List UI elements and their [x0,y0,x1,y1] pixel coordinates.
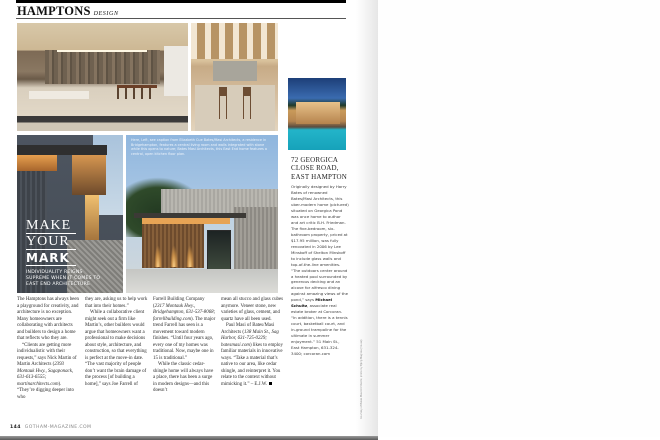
body-text: ). The major trend Farrell has seen is a movement toward modern finishes. “Until four years ago, every one of my homes was traditional. Now, maybe one in 15 is traditional.” [153,316,216,361]
page-number: 144 [10,425,21,430]
listing-title: 72 GEORGICA CLOSE ROAD, EAST HAMPTON [291,156,348,181]
listing-description: Originally designed by Harry Bates of renowned Bates/Masi Architects, this uber-modern home (pictured) situated on Georgica Pond was once home to author and art critic B.H. Friedman. The five-bedroom, six-bathroom property, priced at $17.95 million, was fully renovated in 2006 by Lee Minskoff of Shelton Minskoff to include glass walls and top-of-the-line amenities. “The outdoors center around a heated pool surrounded by generous decking and an alcove for alfresco dining against amazing views of the pond,” says [291,184,349,303]
body-text: Paul Masi of Bates/Masi Architects ( [221,323,275,335]
body-paragraph: While the classic cedar-shingle home will always have a place, there has been a surge in modern designs—and this doesn’t [153,362,214,393]
photo-credit [359,295,363,420]
bar-stool [219,87,227,119]
listing-contact: , associate real estate broker at Corcoran. “In addition, there is a tennis court, basketball court, and in-ground trampoline for the ultimate in summer enjoyment.” 51 Main St., East Hampton, 631-324-3400; corcoran.com [291,303,348,356]
feature-title-line3: MARK [26,251,76,266]
section-subtitle: DESIGN [93,11,119,17]
uplight [186,245,194,267]
body-text: Farrell Building Company ( [153,297,205,309]
body-paragraph: The Hamptons has always been a playground for creativity, and architecture is no exception. Many homeowners are collaborating with architects and builders to design a home that reflects who they are. [17,297,79,341]
photo-kitchen [191,23,278,131]
photo-interior-living-room [17,23,188,131]
header-divider [16,18,346,19]
uplight [154,245,162,267]
body-paragraph [17,343,80,402]
feature-title-line2: YOUR [26,235,76,250]
body-text: ). “They’re digging deeper into who [17,381,74,400]
glass-door [207,230,231,270]
white-shelving [164,46,188,96]
photo-house-exterior [126,135,278,293]
feature-title-block [26,219,106,289]
body-paragraph [153,297,216,362]
ceiling-beams [191,23,278,59]
sofa [29,91,89,99]
uplight [170,245,178,267]
lit-soffit [17,155,57,171]
body-paragraph: they are, asking us to help work that into their homes.” [85,297,148,309]
driveway [126,269,278,293]
bar-stool [243,87,251,119]
kitchen-island [195,85,275,131]
skylight [57,50,147,52]
dining-table [117,85,157,99]
address-text: 138 Main St., Sag Harbor, 631-725-0229; batesmasi.com [221,329,279,348]
house-facade [296,102,340,124]
body-paragraph [221,323,284,388]
lit-wall [72,155,106,195]
agent-name: Michael Schultz [291,297,333,309]
body-paragraph: While a collaborative client might seek out a firm like Martin’s, other builders would argue that homeowners want a professional to make decisions about style, architecture, and construction, so that everything is perfect at the move-in date. “The vast majority of people don’t want the brain damage of the process [of building a home],” says Joe Farrell of [85,310,147,387]
address-text: 2317 Montauk Hwy., Bridgehampton, 631-537-8068; farrellbuilding.com [153,303,216,322]
photo-pool-house [288,78,346,150]
body-column-3 [153,297,216,395]
photo-caption: Here, Left, see caption from Elizabeth Cue Bates/Masi Architects, a residence in Bridgehampton, features a central living room and walls integrated with stone while this opens to nature; Bates Masi Architects, this East End home features a central, open kitchen floor plan. [131,138,267,156]
photo-entry-walkway [17,135,123,293]
photo-credit-text: Courtesy of Bates Masi Architects; photo by Bjorg Magnea (house) [360,339,363,419]
canopy [17,145,107,155]
end-mark-icon [269,382,272,385]
address-text: 2393 Montauk Hwy., Sagaponack, 631-613-6555; martinarchitects.com [17,362,74,387]
footer-website: GOTHAM-MAGAZINE.COM [24,425,92,430]
body-text: ) likes to employ familiar materials in innovative ways. “Take a material that’s native to our area, like cedar shingle, and reinterpret it. You relate to the context without mimicking it.” – E.J.W. [221,342,283,387]
page-bottom-edge [0,436,378,440]
wood-wall [45,50,160,84]
body-column-1 [17,297,80,401]
feature-title-line1: MAKE [26,219,76,234]
header-bar [16,0,346,3]
section-title: HAMPTONS [17,4,91,18]
page-footer [10,425,91,430]
article-body [17,297,287,415]
listing-text [291,184,349,357]
feature-deck: INDIVIDUALITY REIGNS SUPREME WHEN IT COMES TO EAST END ARCHITECTURE [26,270,101,288]
body-column-2 [85,297,148,388]
body-paragraph: mean all stucco and glass cubes anymore. Veneer stone, new varieties of glass, cement, and quartz have all been used. [221,297,284,322]
body-column-4 [221,297,284,388]
magazine-page-right [378,0,660,437]
kitchen-backsplash [213,61,257,81]
section-header [17,4,119,18]
listing-sidebar [291,156,349,357]
body-text: “Clients are getting more individualistic with their requests,” says Nick Martin of Martin Architects ( [17,342,77,367]
